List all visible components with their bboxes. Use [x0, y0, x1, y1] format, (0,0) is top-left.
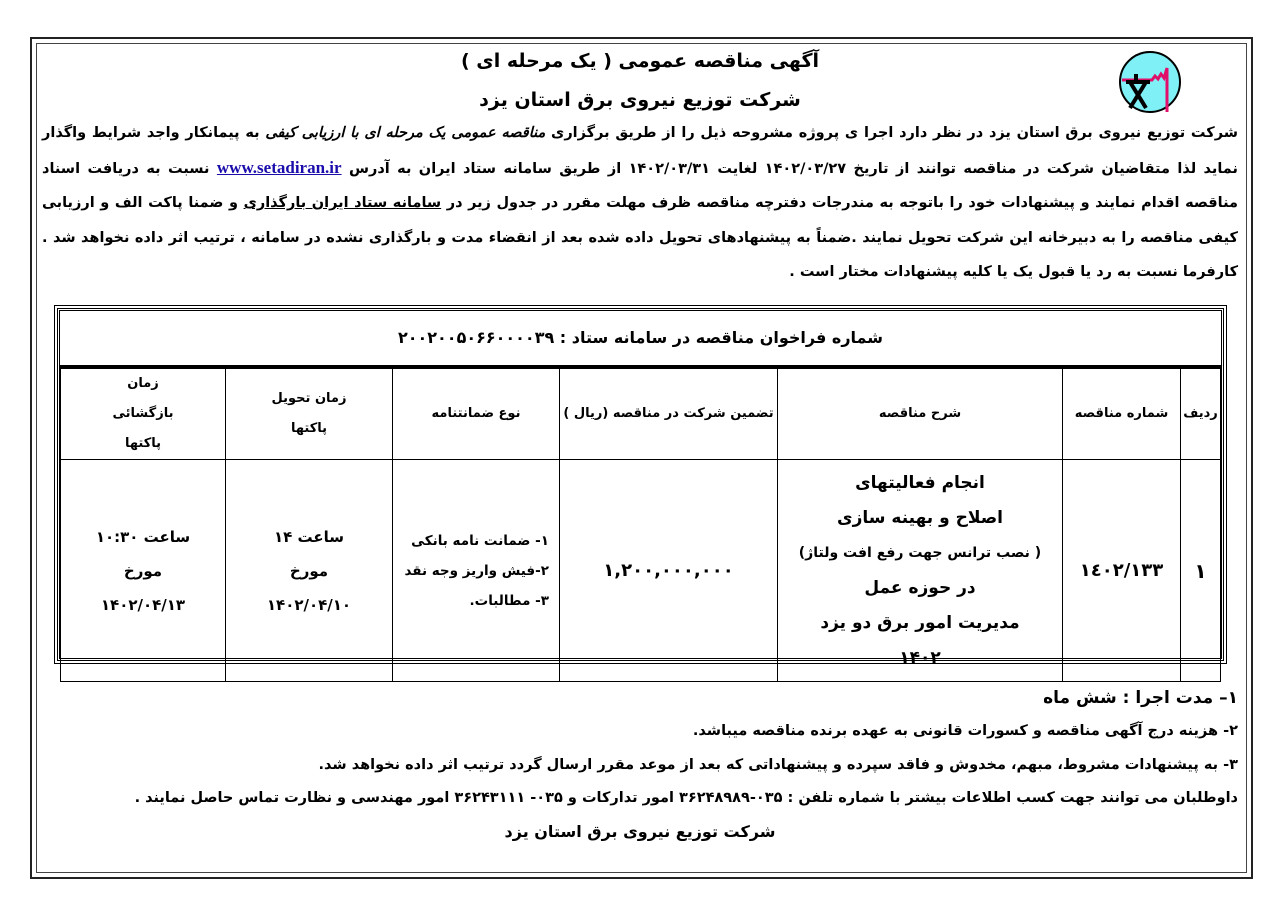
cell-number: ۱٤۰۲/۱۳۳ — [1063, 460, 1181, 682]
cell-delivery — [226, 460, 393, 682]
header-opening: زمان بازگشائی پاکتها — [61, 369, 226, 460]
company-name: شرکت توزیع نیروی برق استان یزد — [479, 89, 801, 111]
tender-table — [60, 368, 1221, 682]
description-line: ( نصب ترانس جهت رفع افت ولتاژ) — [798, 544, 1042, 561]
header-index: ردیف — [1181, 369, 1221, 460]
opening-line: ساعت ۱۰:۳۰ — [95, 527, 191, 546]
delivery-line: ۱۴۰۲/۰۴/۱۰ — [266, 595, 352, 614]
guarantee-type-item: ۲-فیش واریز وجه نقد — [404, 562, 549, 579]
cell-opening — [61, 460, 226, 682]
intro-text: نسبت به دریافت اسناد مناقصه اقدام نمایند و پیشنهادات خود را باتوجه به مندرجات دفترچه مناقصه ظرف مهلت مقرر در جدول زیر در — [42, 160, 1238, 211]
header-description: شرح مناقصه — [778, 369, 1063, 460]
table-header-row — [61, 369, 1221, 460]
note-costs: ۲- هزینه درج آگهی مناقصه و کسورات قانونی به عهده برنده مناقصه میباشد. — [692, 723, 1238, 739]
intro-text: شرکت توزیع نیروی برق استان یزد در نظر دارد اجرا ی پروژه مشروحه ذیل را از طریق برگزاری — [545, 125, 1238, 141]
header-number: شماره مناقصه — [1063, 369, 1181, 460]
description-line: در حوزه عمل — [864, 577, 976, 598]
intro-text: و ضمنا پاکت الف و ارزیابی کیفی مناقصه را به دبیرخانه این شرکت تحویل نمایند .ضمناً به پیشنهادهای تحویل داده شده بعد از انقضاء مدت و بارگذاری نشده در سامانه ، ترتیب اثر داده نخواهد شد . کارفرما نسبت به رد یا قبول یک یا کلیه پیشنهادات مختار است . — [42, 195, 1238, 280]
guarantee-type-item: ۱- ضمانت نامه بانکی — [411, 532, 549, 549]
delivery-line: ساعت ۱۴ — [273, 527, 345, 546]
guarantee-type-item: ۳- مطالبات. — [469, 592, 549, 609]
announcement-title: آگهی مناقصه عمومی ( یک مرحله ای ) — [460, 50, 820, 72]
description-line: اصلاح و بهینه سازی — [837, 507, 1003, 528]
intro-paragraph — [42, 116, 1238, 290]
tender-table-box — [57, 308, 1224, 668]
header-guarantee-type: نوع ضمانتنامه — [393, 369, 560, 460]
setadiran-link[interactable]: www.setadiran.ir — [216, 157, 342, 177]
header-delivery: زمان تحویل پاکتها — [226, 369, 393, 460]
header-guarantee: تضمین شرکت در مناقصه (ریال ) — [560, 369, 778, 460]
call-number: شماره فراخوان مناقصه در سامانه ستاد : ۲۰۰۲۰۰۵۰۶۶۰۰۰۰۳۹ — [60, 311, 1221, 368]
cell-description — [778, 460, 1063, 682]
description-line: ۱۴۰۲ — [899, 647, 941, 668]
note-contact: داوطلبان می توانند جهت کسب اطلاعات بیشتر با شماره تلفن : ۰۳۵-۳۶۲۴۸۹۸۹ امور تدارکات و ۰۳۵- ۳۶۲۴۳۱۱۱ امور مهندسی و نظارت تماس حاصل نمایند . — [134, 790, 1238, 806]
intro-text: به پیمانکار واجد شرایط واگذار نماید لذا متقاضیان شرکت در مناقصه توانند از تاریخ ۱۴۰۲/۰۳/۲۷ لغایت ۱۴۰۲/۰۳/۳۱ از طریق سامانه ستاد ایران به آدرس — [42, 125, 1238, 177]
note-duration: ۱– مدت اجرا : شش ماه — [1043, 688, 1238, 708]
opening-line: مورخ — [123, 561, 163, 580]
intro-italic: مناقصه عمومی یک مرحله ای با ارزیابی کیفی — [265, 125, 546, 141]
cell-guarantee: ۱,۲۰۰,۰۰۰,۰۰۰ — [560, 460, 778, 682]
note-conditions: ۳- به پیشنهادات مشروط، مبهم، مخدوش و فاقد سپرده و پیشنهاداتی که بعد از موعد مقرر ارسال گردد ترتیب اثر داده نخواهد شد. — [318, 757, 1238, 773]
intro-underlined: سامانه ستاد ایران بارگذاری — [243, 195, 442, 211]
signature: شرکت توزیع نیروی برق استان یزد — [504, 822, 776, 841]
description-line: انجام فعالیتهای — [855, 472, 985, 493]
description-line: مدیریت امور برق دو یزد — [820, 612, 1020, 633]
delivery-line: مورخ — [289, 561, 329, 580]
opening-line: ۱۴۰۲/۰۴/۱۳ — [100, 595, 186, 614]
cell-guarantee-type — [393, 460, 560, 682]
cell-index: ۱ — [1181, 460, 1221, 682]
table-row — [61, 460, 1221, 682]
